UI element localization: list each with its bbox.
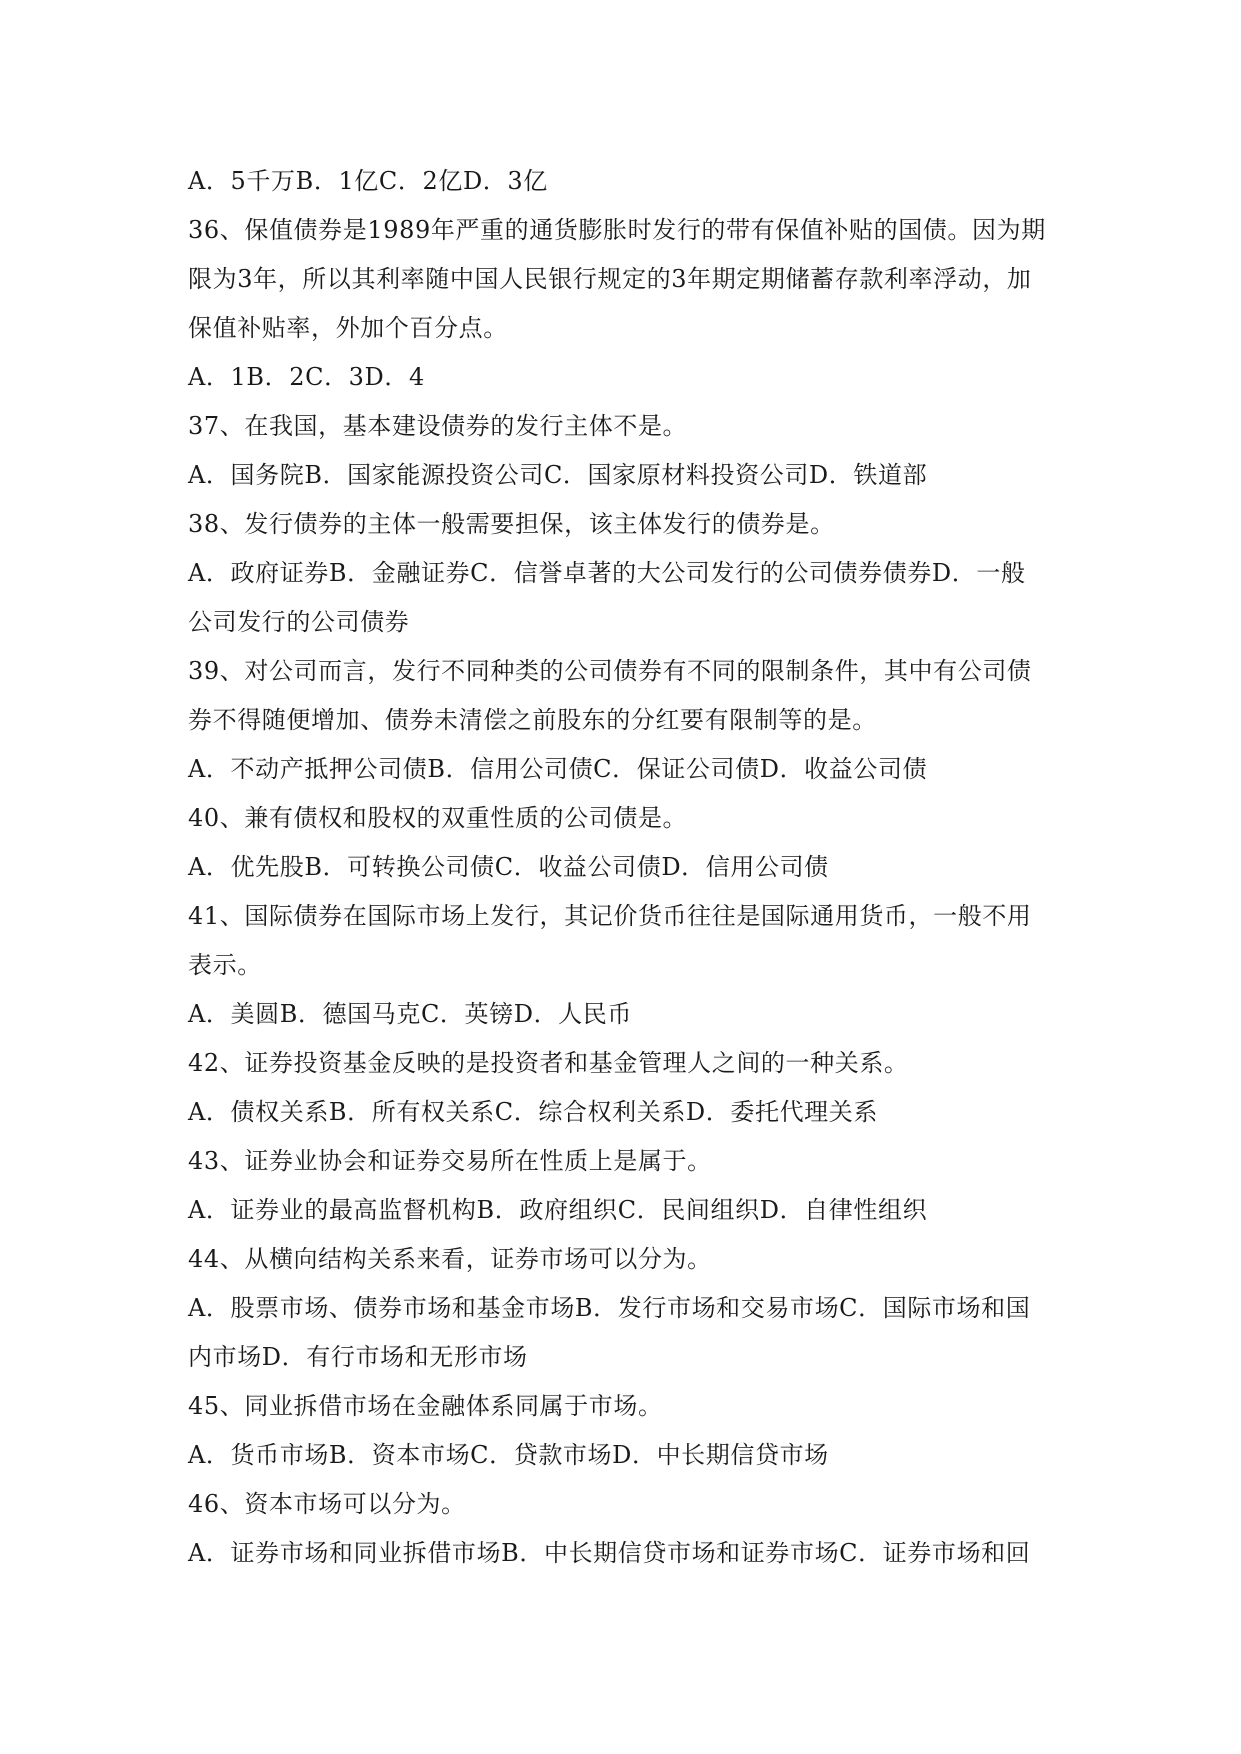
text-line: A．5千万B．1亿C．2亿D．3亿 — [188, 167, 548, 195]
text-line: 表示。 — [188, 951, 262, 979]
text-line: 券不得随便增加、债券未清偿之前股东的分红要有限制等的是。 — [188, 706, 877, 734]
text-line: A．优先股B．可转换公司债C．收益公司债D．信用公司债 — [188, 853, 829, 881]
text-line: 41、国际债券在国际市场上发行，其记价货币往往是国际通用货币，一般不用 — [188, 902, 1032, 930]
text-line: 36、保值债券是1989年严重的通货膨胀时发行的带有保值补贴的国债。因为期 — [188, 216, 1046, 244]
text-line: A．证券业的最高监督机构B．政府组织C．民间组织D．自律性组织 — [188, 1196, 928, 1224]
text-line: 限为3年，所以其利率随中国人民银行规定的3年期定期储蓄存款利率浮动，加 — [188, 265, 1032, 293]
text-line: 42、证券投资基金反映的是投资者和基金管理人之间的一种关系。 — [188, 1049, 909, 1077]
text-line: 45、同业拆借市场在金融体系同属于市场。 — [188, 1392, 663, 1420]
text-line: 公司发行的公司债券 — [188, 608, 410, 636]
text-line: 内市场D．有行市场和无形市场 — [188, 1343, 528, 1371]
text-line: A．国务院B．国家能源投资公司C．国家原材料投资公司D．铁道部 — [188, 461, 928, 489]
text-line: A．证券市场和同业拆借市场B．中长期信贷市场和证券市场C．证券市场和回 — [188, 1539, 1031, 1567]
text-line: 37、在我国，基本建设债券的发行主体不是。 — [188, 412, 688, 440]
text-line: 43、证券业协会和证券交易所在性质上是属于。 — [188, 1147, 712, 1175]
text-line: 38、发行债券的主体一般需要担保，该主体发行的债券是。 — [188, 510, 835, 538]
text-line: A．政府证券B．金融证券C．信誉卓著的大公司发行的公司债券债券D．一般 — [188, 559, 1026, 587]
text-line: A．不动产抵押公司债B．信用公司债C．保证公司债D．收益公司债 — [188, 755, 928, 783]
text-line: 44、从横向结构关系来看，证券市场可以分为。 — [188, 1245, 712, 1273]
text-line: 46、资本市场可以分为。 — [188, 1490, 466, 1518]
document-body — [188, 157, 1048, 1578]
text-line: A．股票市场、债券市场和基金市场B．发行市场和交易市场C．国际市场和国 — [188, 1294, 1031, 1322]
text-line: A．美圆B．德国马克C．英镑D．人民币 — [188, 1000, 632, 1028]
text-line: 39、对公司而言，发行不同种类的公司债券有不同的限制条件，其中有公司债 — [188, 657, 1032, 685]
text-line: 40、兼有债权和股权的双重性质的公司债是。 — [188, 804, 688, 832]
text-line: A．货币市场B．资本市场C．贷款市场D．中长期信贷市场 — [188, 1441, 829, 1469]
text-line: A．1B．2C．3D．4 — [188, 363, 425, 391]
text-line: 保值补贴率，外加个百分点。 — [188, 314, 508, 342]
text-line: A．债权关系B．所有权关系C．综合权利关系D．委托代理关系 — [188, 1098, 878, 1126]
